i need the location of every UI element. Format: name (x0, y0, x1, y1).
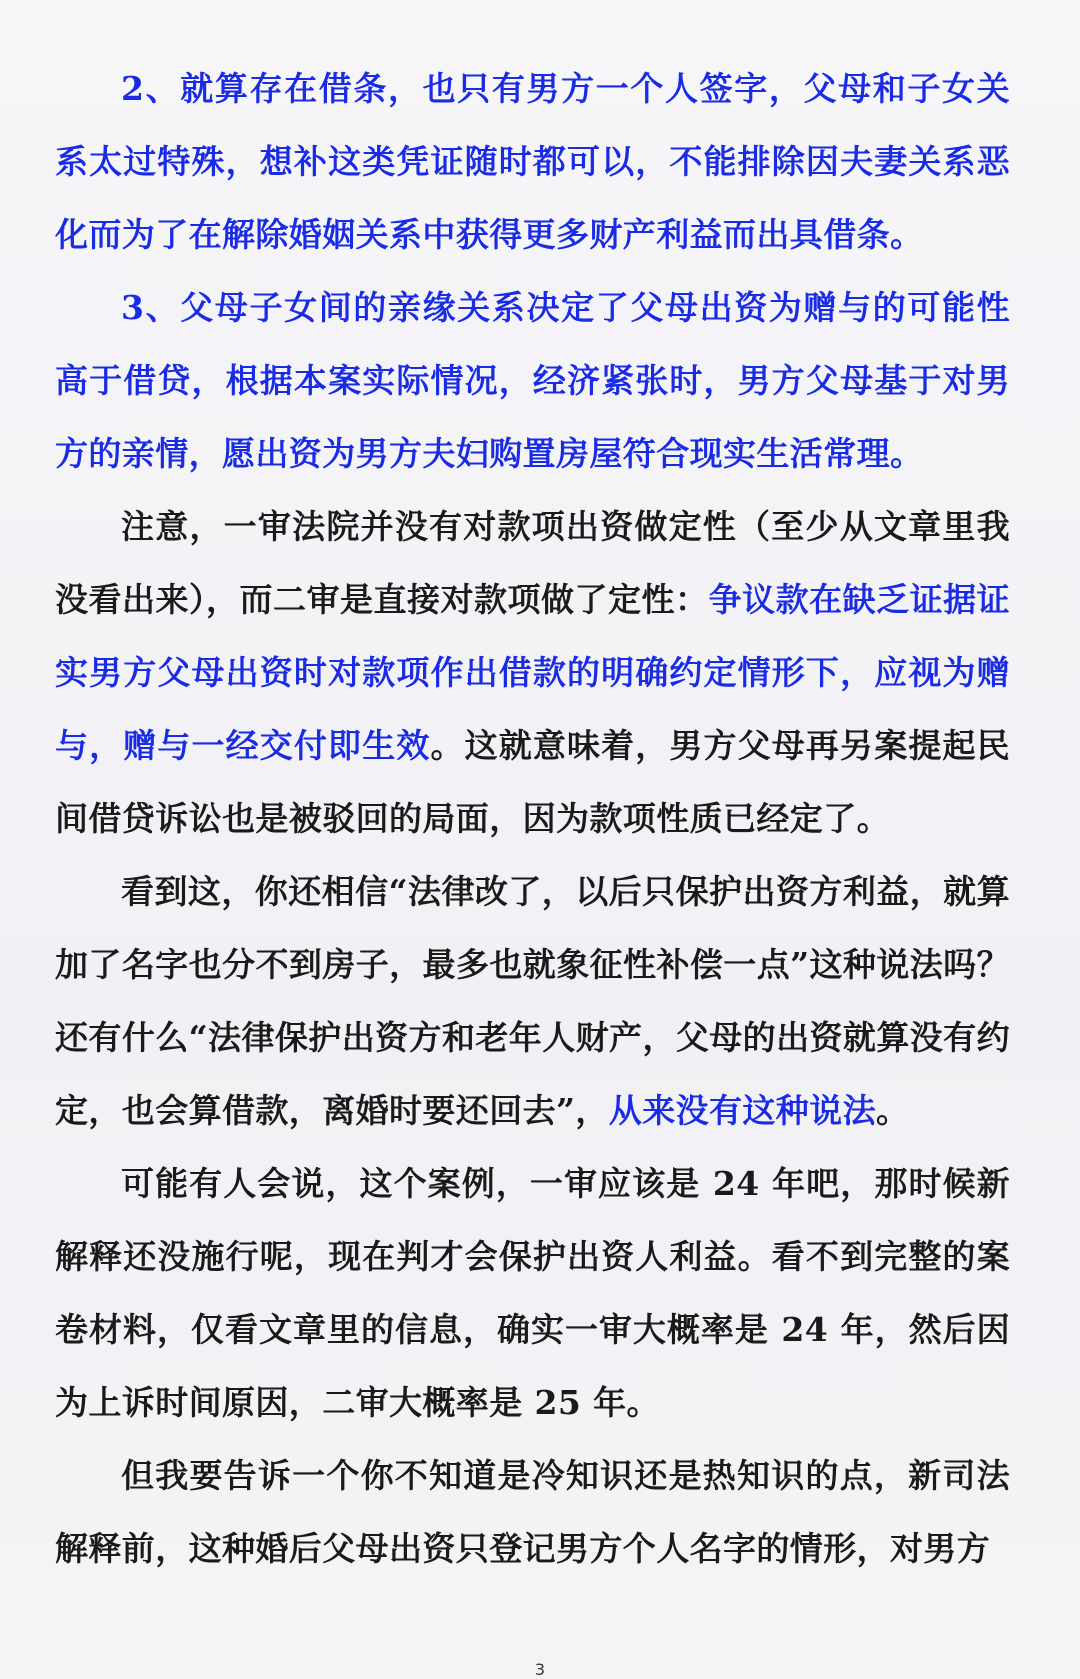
highlighted-text: 3、父母子女间的亲缘关系决定了父母出资为赠与的可能性高于借贷，根据本案实际情况，经济紧张时，男方父母基于对男方的亲情，愿出资为男方夫妇购置房屋符合现实生活常理。 (55, 288, 1010, 473)
body-text: 但我要告诉一个你不知道是冷知识还是热知识的点，新司法解释前，这种婚后父母出资只登记男方个人名字的情形，对男方 (55, 1456, 1010, 1568)
body-text: 。 (876, 1091, 910, 1130)
paragraph-someone-may-say (55, 1147, 1010, 1439)
paragraph-do-you-believe (55, 855, 1010, 1147)
paragraph-2-loan-note (55, 52, 1010, 271)
highlighted-text: 从来没有这种说法 (608, 1091, 876, 1130)
paragraph-3-kinship (55, 271, 1010, 490)
paragraph-note-first-instance (55, 490, 1010, 855)
body-text: 可能有人会说，这个案例，一审应该是 24 年吧，那时候新解释还没施行呢，现在判才会保护出资人利益。看不到完整的案卷材料，仅看文章里的信息，确实一审大概率是 24 年，然后因为上诉时间原因，二审大概率是 25 年。 (55, 1164, 1010, 1422)
body-text: 注意，一审法院并没有对款项出资做定性（至少从文章里我没看出来），而二审是直接对款项做了定性： (55, 507, 1010, 619)
paragraph-cold-knowledge (55, 1439, 1010, 1585)
highlighted-text: 2、就算存在借条，也只有男方一个人签字，父母和子女关系太过特殊，想补这类凭证随时都可以，不能排除因夫妻关系恶化而为了在解除婚姻关系中获得更多财产利益而出具借条。 (55, 69, 1010, 254)
page-number: 3 (534, 1660, 546, 1679)
article-body (55, 52, 1010, 1585)
highlighted-text: 争议款在缺乏证据证实男方父母出资时对款项作出借款的明确约定情形下，应视为赠与，赠与一经交付即生效 (55, 580, 1011, 765)
body-text: 看到这，你还相信“法律改了，以后只保护出资方利益，就算加了名字也分不到房子，最多也就象征性补偿一点”这种说法吗？还有什么“法律保护出资方和老年人财产，父母的出资就算没有约定，也会算借款，离婚时要还回去”， (55, 872, 1010, 1130)
body-text: 。这就意味着，男方父母再另案提起民间借贷诉讼也是被驳回的局面，因为款项性质已经定了。 (55, 726, 1010, 838)
